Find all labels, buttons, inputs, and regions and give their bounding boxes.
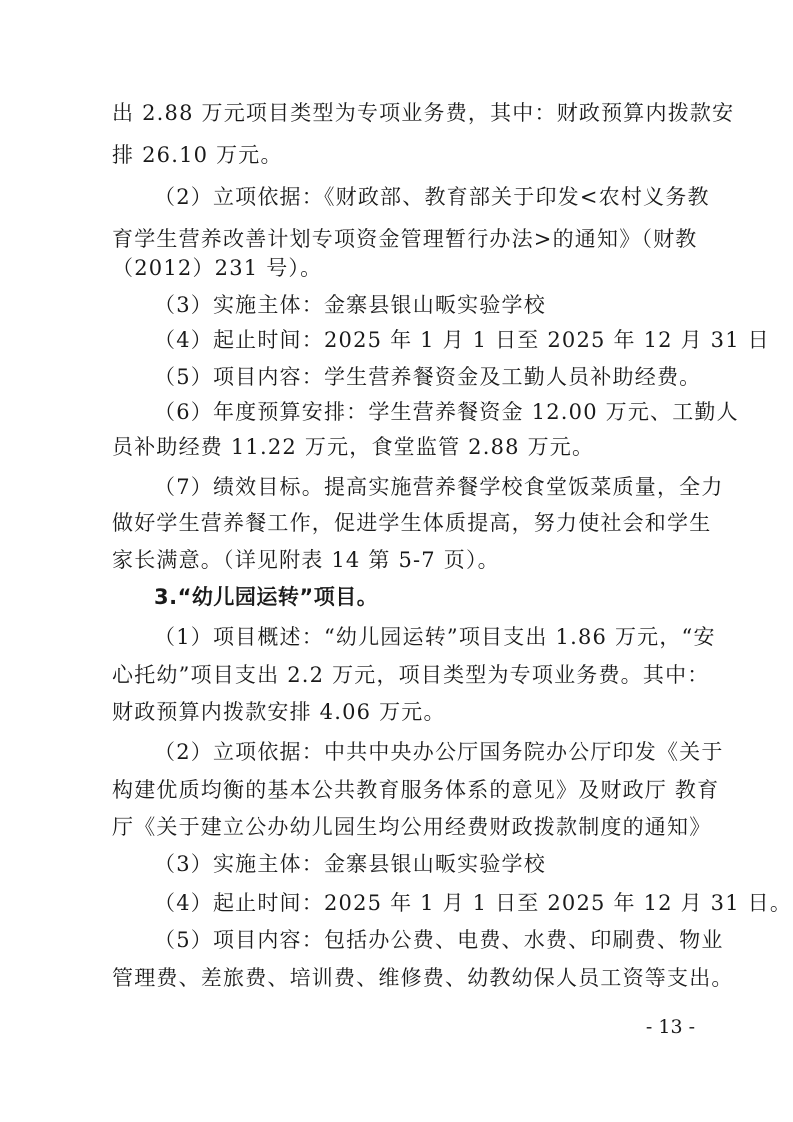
text-line-24: 管理费、差旅费、培训费、维修费、幼教幼保人员工资等支出。 [112,966,734,990]
section-heading: 3.“幼儿园运转”项目。 [154,585,379,609]
text-line-18: （2）立项依据：中共中央办公厅国务院办公厅印发《关于 [154,740,724,764]
text-line-22: （4）起止时间：2025 年 1 月 1 日至 2025 年 12 月 31 日。 [154,891,793,915]
text-line-12: 做好学生营养餐工作，促进学生体质提高，努力使社会和学生 [112,511,712,535]
text-line-11: （7）绩效目标。提高实施营养餐学校食堂饭菜质量，全力 [154,475,724,499]
text-line-5: （2012）231 号）。 [112,256,323,280]
text-line-4: 育学生营养改善计划专项资金管理暂行办法>的通知》（财教 [112,227,698,251]
text-line-20: 厅《关于建立公办幼儿园生均公用经费财政拨款制度的通知》 [112,815,712,839]
text-line-23: （5）项目内容：包括办公费、电费、水费、印刷费、物业 [154,928,724,952]
text-line-2: 排 26.10 万元。 [112,143,283,167]
text-line-1: 出 2.88 万元项目类型为专项业务费，其中：财政预算内拨款安 [112,101,735,125]
text-line-16: 心托幼”项目支出 2.2 万元，项目类型为专项业务费。其中： [112,663,710,687]
text-line-3: （2）立项依据：《财政部、教育部关于印发<农村义务教 [154,185,710,209]
text-line-9: （6）年度预算安排：学生营养餐资金 12.00 万元、工勤人 [154,400,739,424]
text-line-7: （4）起止时间：2025 年 1 月 1 日至 2025 年 12 月 31 日 [154,328,770,352]
text-line-10: 员补助经费 11.22 万元，食堂监管 2.88 万元。 [112,435,595,459]
text-line-15: （1）项目概述：“幼儿园运转”项目支出 1.86 万元，“安 [154,625,716,649]
text-line-6: （3）实施主体：金寨县银山畈实验学校 [154,293,546,317]
text-line-17: 财政预算内拨款安排 4.06 万元。 [112,700,446,724]
text-line-19: 构建优质均衡的基本公共教育服务体系的意见》及财政厅 教育 [112,778,720,802]
text-line-21: （3）实施主体：金寨县银山畈实验学校 [154,852,546,876]
text-line-13: 家长满意。（详见附表 14 第 5-7 页）。 [112,548,500,572]
page-number: - 13 - [645,1016,695,1038]
text-line-8: （5）项目内容：学生营养餐资金及工勤人员补助经费。 [154,365,702,389]
